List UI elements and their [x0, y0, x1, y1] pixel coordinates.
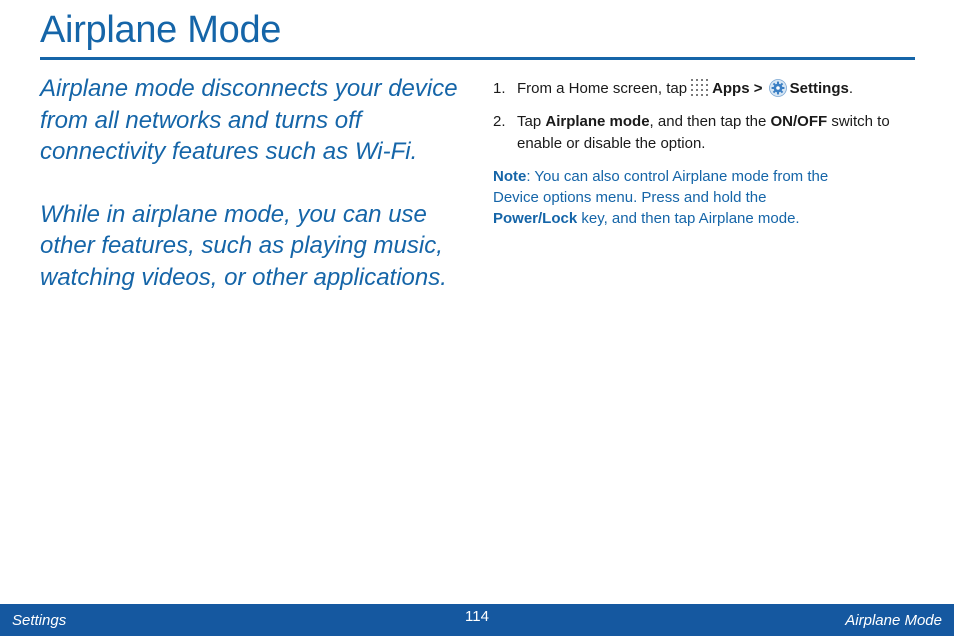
apps-grid-icon	[690, 78, 709, 97]
steps-list	[493, 78, 913, 155]
step-text-after: switch to enable or disable the option.	[517, 113, 890, 152]
page-number: 114	[465, 608, 489, 625]
step-text	[517, 113, 890, 152]
step-1	[493, 78, 913, 100]
step-number: 2.	[493, 113, 506, 130]
airplane-mode-label: Airplane mode	[545, 113, 650, 130]
settings-label: Settings	[789, 80, 849, 97]
step-text	[517, 80, 853, 97]
step-text-after: .	[848, 80, 854, 97]
title-divider	[40, 57, 915, 60]
step-2	[493, 111, 913, 155]
settings-gear-icon	[769, 79, 787, 97]
note-label: Note	[493, 168, 527, 185]
step-text-middle: , and then tap the	[649, 113, 771, 130]
footer-section-name: Settings	[12, 612, 67, 629]
footer-chapter-name: Airplane Mode	[845, 612, 942, 629]
intro-section	[40, 73, 470, 324]
step-number: 1.	[493, 80, 506, 97]
step-text-before: Tap	[517, 113, 546, 130]
intro-paragraph-1: Airplane mode disconnects your device from all networks and turns off connectivity features such as Wi-Fi.	[40, 75, 458, 165]
page-footer	[0, 604, 954, 636]
apps-label: Apps	[712, 80, 750, 97]
intro-paragraph-2: While in airplane mode, you can use other features, such as playing music, watching videos, or other applications.	[40, 200, 447, 291]
step-text-before: From a Home screen, tap	[517, 80, 688, 97]
instructions-column	[493, 78, 913, 229]
note-text-1: : You can also control Airplane mode from the Device options menu. Press and hold the	[493, 168, 829, 206]
on-off-label: ON/OFF	[770, 113, 828, 130]
note-text-2: key, and then tap Airplane mode.	[577, 210, 800, 227]
power-lock-label: Power/Lock	[493, 210, 578, 227]
note-block	[493, 166, 853, 229]
page-title: Airplane Mode	[40, 9, 282, 51]
step-separator: >	[749, 80, 767, 97]
